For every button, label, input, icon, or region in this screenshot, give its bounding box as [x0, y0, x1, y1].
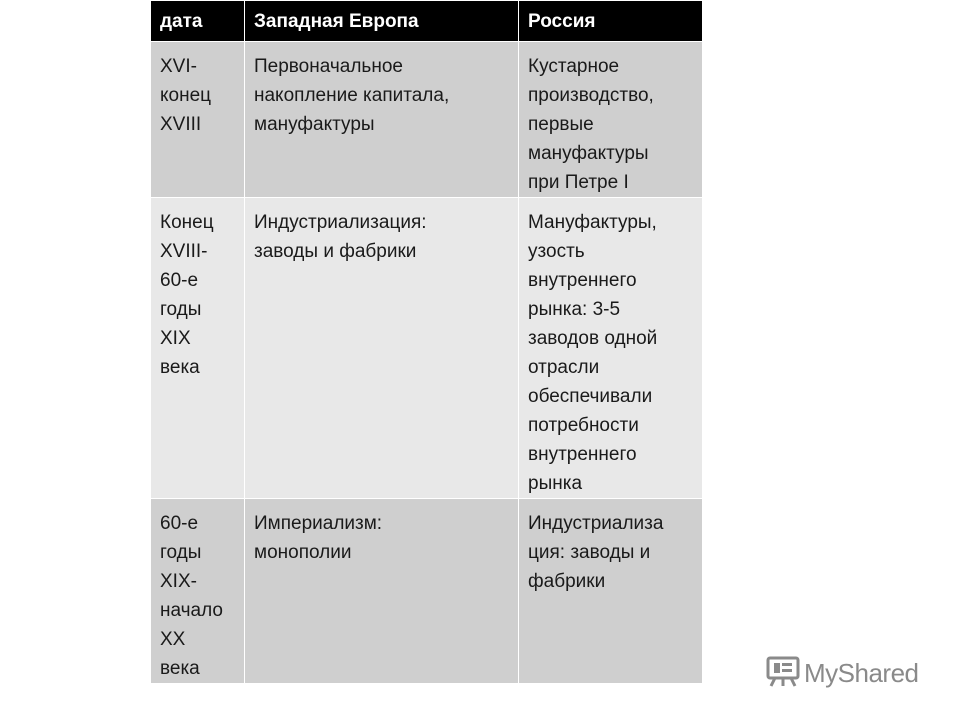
cell-line: ция: заводы и	[528, 542, 651, 563]
cell-line: рынка: 3-5	[528, 299, 621, 320]
header-date: дата	[151, 1, 245, 42]
projector-icon	[766, 654, 800, 693]
cell-date	[151, 499, 245, 684]
cell-line: Индустриализа	[528, 513, 664, 534]
cell-west	[245, 499, 519, 684]
cell-line: XVIII	[160, 114, 202, 135]
cell-line: XX	[160, 629, 186, 650]
header-russia: Россия	[519, 1, 703, 42]
comparison-table	[150, 0, 703, 684]
cell-date	[151, 42, 245, 198]
cell-line: XVIII-	[160, 241, 208, 262]
cell-line: накопление капитала,	[254, 85, 450, 106]
cell-line: Индустриализация:	[254, 212, 427, 233]
cell-line: фабрики	[528, 571, 606, 592]
cell-russia	[519, 42, 703, 198]
cell-line: конец	[160, 85, 212, 106]
cell-west	[245, 42, 519, 198]
table-row	[151, 42, 703, 198]
cell-line: годы	[160, 299, 202, 320]
cell-russia	[519, 499, 703, 684]
cell-line: Кустарное	[528, 56, 620, 77]
cell-line: XVI-	[160, 56, 197, 77]
watermark-text: MyShared	[804, 657, 919, 688]
table-row	[151, 499, 703, 684]
cell-line: XIX	[160, 328, 191, 349]
cell-line: века	[160, 658, 200, 679]
cell-line: потребности	[528, 415, 639, 436]
cell-line: заводов одной	[528, 328, 658, 349]
cell-line: первые	[528, 114, 594, 135]
cell-line: начало	[160, 600, 223, 621]
header-row	[151, 1, 703, 42]
header-western-europe: Западная Европа	[245, 1, 519, 42]
cell-line: 60-е	[160, 270, 199, 291]
cell-line: Конец	[160, 212, 214, 233]
cell-line: мануфактуры	[528, 143, 649, 164]
cell-line: Империализм:	[254, 513, 383, 534]
cell-russia	[519, 198, 703, 499]
cell-line: отрасли	[528, 357, 600, 378]
cell-line: обеспечивали	[528, 386, 653, 407]
cell-line: века	[160, 357, 200, 378]
cell-line: при Петре I	[528, 172, 629, 193]
cell-line: внутреннего	[528, 444, 637, 465]
cell-line: мануфактуры	[254, 114, 375, 135]
cell-date	[151, 198, 245, 499]
cell-line: узость	[528, 241, 585, 262]
cell-line: рынка	[528, 473, 583, 494]
table-row	[151, 198, 703, 499]
cell-line: Первоначальное	[254, 56, 403, 77]
cell-line: заводы и фабрики	[254, 241, 417, 262]
cell-line: годы	[160, 542, 202, 563]
cell-line: 60-е	[160, 513, 199, 534]
cell-line: внутреннего	[528, 270, 637, 291]
cell-line: XIX-	[160, 571, 197, 592]
cell-line: монополии	[254, 542, 352, 563]
cell-line: Мануфактуры,	[528, 212, 657, 233]
cell-line: производство,	[528, 85, 654, 106]
myshared-watermark	[766, 655, 919, 691]
cell-west	[245, 198, 519, 499]
